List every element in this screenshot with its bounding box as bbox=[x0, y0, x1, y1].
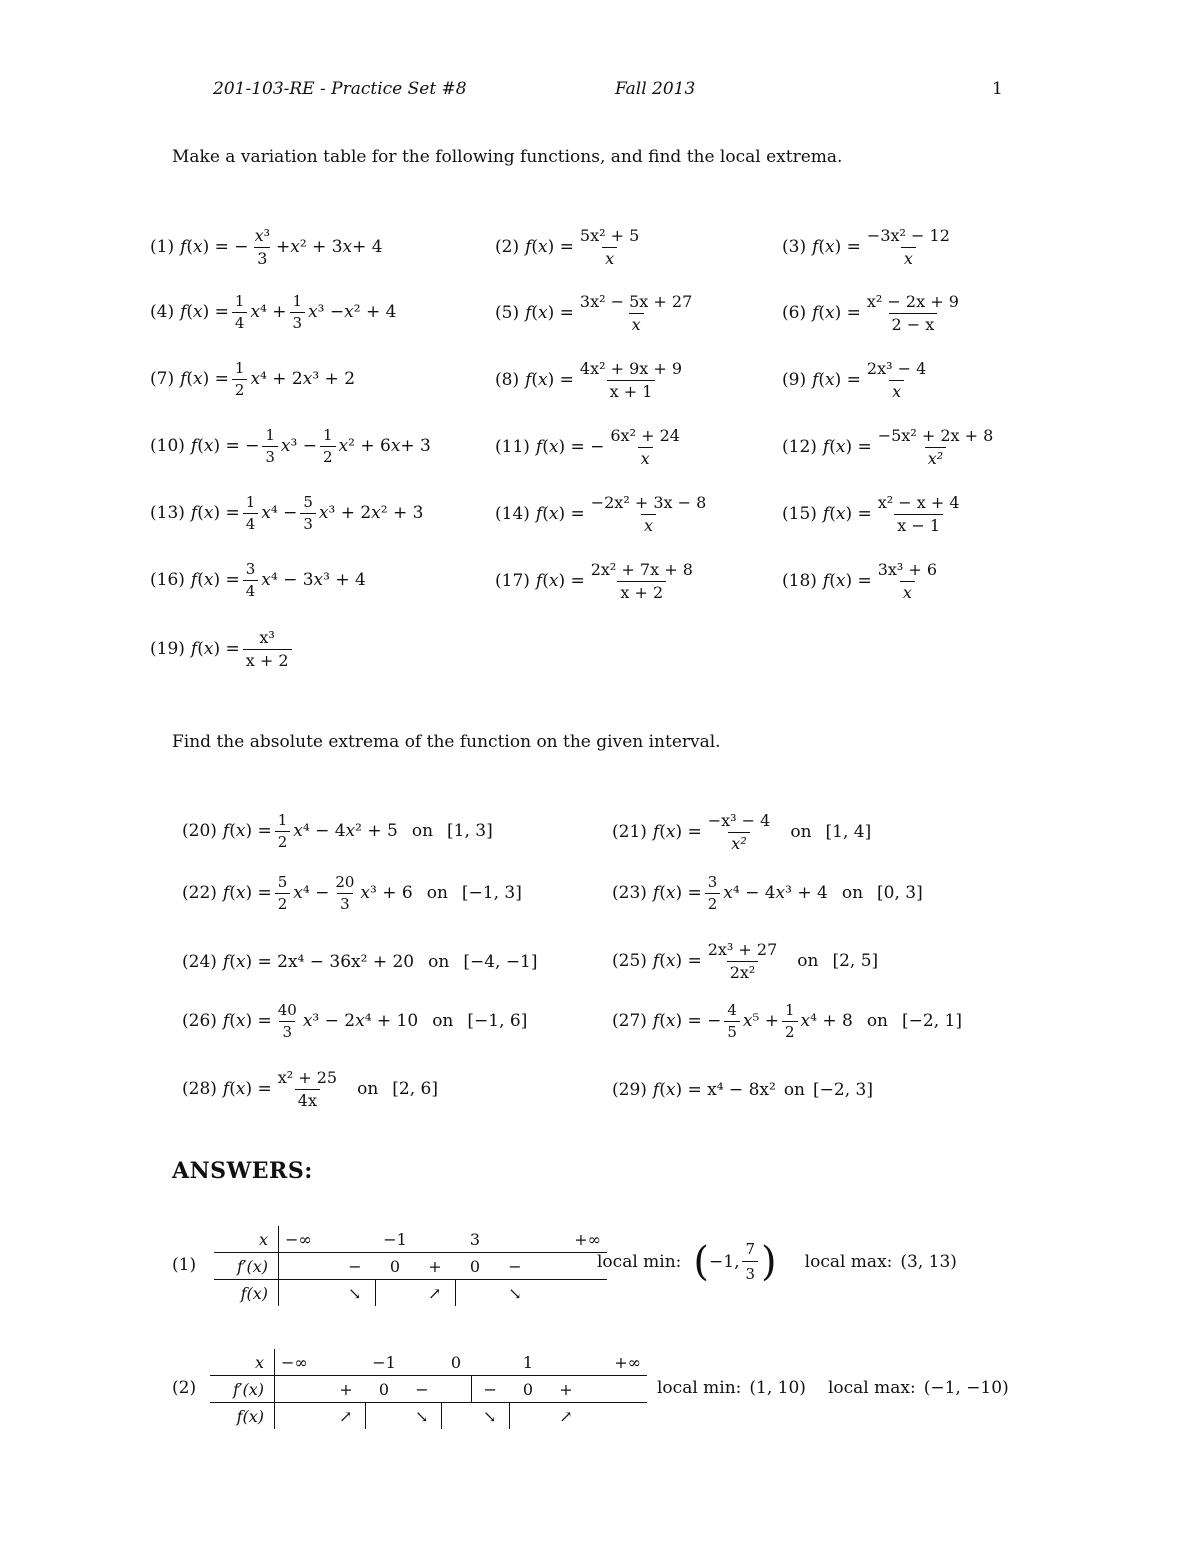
problem-label: (8) bbox=[495, 370, 520, 390]
local-min-label: local min: bbox=[597, 1251, 682, 1272]
problem-label: (20) bbox=[182, 821, 217, 841]
sign: 0 bbox=[365, 1376, 403, 1403]
problem-label: (10) bbox=[150, 436, 185, 456]
numerator: 2x² + 7x + 8 bbox=[590, 560, 693, 579]
problem-27: (27) f ( x ) = − $\frac{4}{5}$ x ⁵ + $\frac{1}{2}$ x ⁴ + 8 on [−2, 1] bbox=[612, 1001, 962, 1041]
interval: [−2, 1] bbox=[902, 1011, 962, 1031]
problem-9: (9) f ( x ) = $\frac{\text{2x³ − 4}}{x}$ bbox=[782, 361, 932, 400]
problem-10: (10) f ( x ) = − $\frac{1}{3}$ x ³ − $\frac{1}{2}$ x ² + 6 x + 3 bbox=[150, 426, 431, 466]
sign: − bbox=[495, 1253, 535, 1280]
problem-label: (25) bbox=[612, 951, 647, 971]
local-min-numerator: 7 bbox=[745, 1240, 756, 1258]
problem-label: (9) bbox=[782, 370, 807, 390]
row-label-x: x bbox=[210, 1349, 275, 1376]
x-value: +∞ bbox=[614, 1352, 641, 1372]
numerator: 5x² + 5 bbox=[579, 226, 640, 245]
row-label-x: x bbox=[214, 1226, 279, 1253]
problem-label: (11) bbox=[495, 437, 530, 457]
problem-25: (25) f ( x ) = $\frac{\text{2x³ + 27}}{\text{2x²}}$ on [2, 5] bbox=[612, 940, 879, 982]
x-value: 3 bbox=[469, 1229, 481, 1249]
denominator: 2x² bbox=[727, 961, 759, 981]
problem-label: (17) bbox=[495, 571, 530, 591]
local-max-value: (−1, −10) bbox=[923, 1378, 1009, 1398]
problem-label: (5) bbox=[495, 303, 520, 323]
arrow-increasing: ↗ bbox=[415, 1280, 455, 1307]
arrow-decreasing: ↘ bbox=[471, 1403, 509, 1430]
numerator: −5x² + 2x + 8 bbox=[877, 426, 994, 445]
arrow-decreasing: ↘ bbox=[403, 1403, 441, 1430]
problem-26: (26) f ( x ) = $\frac{40}{3}$ x ³ − 2 x ⁴ + 10 on [−1, 6] bbox=[182, 1001, 528, 1041]
numerator: 2x³ − 4 bbox=[866, 359, 927, 378]
on-text: on bbox=[841, 883, 864, 903]
problem-29: (29) f ( x ) = x⁴ − 8x² on [−2, 3] bbox=[612, 1080, 873, 1100]
denominator: x bbox=[889, 380, 904, 400]
on-text: on bbox=[866, 1011, 888, 1031]
local-max-label: local max: bbox=[804, 1251, 893, 1272]
problem-5: (5) f ( x ) = $\frac{\text{3x² − 5x + 27}}{x}$ bbox=[495, 294, 698, 333]
answers-heading: ANSWERS: bbox=[172, 1158, 313, 1184]
variation-table-1 bbox=[214, 1226, 607, 1306]
problem-label: (7) bbox=[150, 369, 175, 389]
x-value: −1 bbox=[383, 1229, 407, 1249]
x-value: 1 bbox=[522, 1352, 534, 1372]
row-label-fprime: f′(x) bbox=[214, 1253, 279, 1280]
sign: − bbox=[335, 1253, 375, 1280]
problem-22: (22) f ( x ) = $\frac{5}{2}$ x ⁴ − $\frac{20}{3}$ x ³ + 6 on [−1, 3] bbox=[182, 873, 522, 913]
instruction-absolute-extrema: Find the absolute extrema of the function on the given interval. bbox=[172, 732, 721, 752]
problem-label: (16) bbox=[150, 570, 185, 590]
problem-label: (3) bbox=[782, 237, 807, 257]
problem-6: (6) f ( x ) = $\frac{\text{x² − 2x + 9}}{2 - x}$ bbox=[782, 294, 965, 333]
denominator: x + 2 bbox=[617, 581, 666, 601]
interval: [0, 3] bbox=[877, 883, 923, 903]
arrow-decreasing: ↘ bbox=[335, 1280, 375, 1307]
on-text: on bbox=[426, 883, 448, 903]
denominator: x bbox=[602, 247, 617, 267]
x-value: −∞ bbox=[281, 1352, 308, 1372]
sign: + bbox=[547, 1376, 585, 1403]
numerator: 3x³ + 6 bbox=[877, 560, 938, 579]
answer-2-extrema bbox=[657, 1378, 1009, 1398]
row-label-fprime: f′(x) bbox=[210, 1376, 275, 1403]
problem-label: (24) bbox=[182, 952, 217, 972]
x-value: 0 bbox=[450, 1352, 462, 1372]
problem-label: (6) bbox=[782, 303, 807, 323]
problem-28: (28) f ( x ) = $\frac{\text{x² + 25}}{4x}$ on [2, 6] bbox=[182, 1068, 438, 1110]
interval: [2, 6] bbox=[392, 1079, 438, 1099]
problem-label: (2) bbox=[495, 237, 520, 257]
instruction-variation-table: Make a variation table for the following functions, and find the local extrema. bbox=[172, 147, 843, 167]
numerator: x² + 25 bbox=[277, 1068, 338, 1087]
interval: [−2, 3] bbox=[813, 1080, 873, 1100]
numerator: 2x³ + 27 bbox=[707, 940, 778, 959]
problem-20: (20) f ( x ) = $\frac{1}{2}$ x ⁴ − 4 x ² + 5 on [1, 3] bbox=[182, 811, 493, 851]
problem-21: (21) f ( x ) = $\frac{\text{−x³ − 4}}{\text{x²}}$ on [1, 4] bbox=[612, 811, 872, 853]
sign: 0 bbox=[509, 1376, 547, 1403]
arrow-increasing: ↗ bbox=[559, 1406, 573, 1426]
denominator: x² bbox=[925, 447, 946, 467]
denominator: 4x bbox=[295, 1089, 320, 1109]
on-text: on bbox=[797, 951, 819, 971]
problem-label: (27) bbox=[612, 1011, 647, 1031]
problem-12: (12) f ( x ) = $\frac{\text{−5x² + 2x + 8}}{\text{x²}}$ bbox=[782, 428, 999, 467]
expression: 2x⁴ − 36x² + 20 bbox=[277, 952, 415, 972]
interval: [−4, −1] bbox=[463, 952, 538, 972]
denominator: x bbox=[901, 247, 916, 267]
numerator: −3x² − 12 bbox=[866, 226, 950, 245]
denominator: x + 1 bbox=[607, 380, 656, 400]
problem-label: (29) bbox=[612, 1080, 647, 1100]
problem-label: (1) bbox=[150, 237, 175, 257]
problem-label: (14) bbox=[495, 504, 530, 524]
row-label-f: f(x) bbox=[214, 1280, 279, 1307]
sign: − bbox=[403, 1376, 441, 1403]
on-text: on bbox=[783, 1080, 805, 1100]
denominator: x² bbox=[728, 832, 749, 852]
problem-label: (22) bbox=[182, 883, 217, 903]
denominator: x bbox=[638, 447, 653, 467]
problem-3: (3) f ( x ) = $\frac{\text{−3x² − 12}}{x}$ bbox=[782, 228, 956, 267]
numerator: 3x² − 5x + 27 bbox=[579, 292, 693, 311]
problem-label: (28) bbox=[182, 1079, 217, 1099]
problem-label: (18) bbox=[782, 571, 817, 591]
local-min-value: (1, 10) bbox=[749, 1378, 806, 1398]
answer-2-label: (2) bbox=[172, 1378, 197, 1398]
interval: [−1, 6] bbox=[467, 1011, 528, 1031]
on-text: on bbox=[432, 1011, 454, 1031]
problem-23: (23) f ( x ) = $\frac{3}{2}$ x ⁴ − 4 x ³ + 4 on [0, 3] bbox=[612, 873, 923, 913]
local-min-x: −1, bbox=[709, 1251, 740, 1272]
on-text: on bbox=[428, 952, 450, 972]
denominator: 2 − x bbox=[889, 313, 938, 333]
denominator: x bbox=[900, 581, 915, 601]
problem-label: (12) bbox=[782, 437, 817, 457]
problem-15: (15) f ( x ) = $\frac{\text{x² − x + 4}}{x - 1}$ bbox=[782, 495, 966, 534]
interval: [2, 5] bbox=[832, 951, 879, 971]
interval: [1, 4] bbox=[825, 822, 872, 842]
numerator: −x³ − 4 bbox=[707, 811, 771, 830]
sign: − bbox=[471, 1376, 509, 1403]
problem-2: (2) f ( x ) = $\frac{\text{5x² + 5}}{x}$ bbox=[495, 228, 645, 267]
problem-17: (17) f ( x ) = $\frac{\text{2x² + 7x + 8}}{x + 2}$ bbox=[495, 562, 699, 601]
problem-1: (1) f ( x ) = − $\frac{\text{x³}}{3}$ + x ² + 3 x + 4 bbox=[150, 226, 383, 268]
problem-7: (7) f ( x ) = $\frac{1}{2}$ x ⁴ + 2 x ³ + 2 bbox=[150, 359, 356, 399]
problem-label: (13) bbox=[150, 503, 185, 523]
local-max-label: local max: bbox=[827, 1378, 916, 1398]
answer-1-extrema: local min: ( −1, $\frac{7}{3}$ ) local max: (3, 13) bbox=[597, 1238, 957, 1285]
x-value: +∞ bbox=[574, 1229, 601, 1249]
numerator: −2x² + 3x − 8 bbox=[590, 493, 707, 512]
denominator: x bbox=[629, 313, 644, 333]
problem-14: (14) f ( x ) = $\frac{\text{−2x² + 3x − 8}}{x}$ bbox=[495, 495, 712, 534]
x-value: −∞ bbox=[285, 1229, 312, 1249]
numerator: x³ bbox=[259, 628, 275, 647]
arrow-increasing: ↗ bbox=[327, 1403, 365, 1430]
variation-table-2 bbox=[210, 1349, 647, 1429]
course-title: 201-103-RE - Practice Set #8 bbox=[213, 79, 467, 99]
numerator: 6x² + 24 bbox=[610, 426, 680, 445]
problem-18: (18) f ( x ) = $\frac{\text{3x³ + 6}}{x}$ bbox=[782, 562, 943, 601]
denominator: x − 1 bbox=[894, 514, 943, 534]
sign: 0 bbox=[375, 1253, 415, 1280]
numerator: 4x² + 9x + 9 bbox=[579, 359, 683, 378]
denominator: x + 2 bbox=[243, 649, 292, 669]
local-min-denominator: 3 bbox=[742, 1261, 758, 1283]
sign: + bbox=[415, 1253, 455, 1280]
problem-label: (15) bbox=[782, 504, 817, 524]
local-min-label: local min: bbox=[657, 1378, 742, 1398]
answer-1-label: (1) bbox=[172, 1255, 197, 1275]
problem-11: (11) f ( x ) = − $\frac{\text{6x² + 24}}{x}$ bbox=[495, 428, 686, 467]
sign: 0 bbox=[455, 1253, 495, 1280]
numerator: x² − x + 4 bbox=[877, 493, 960, 512]
problem-label: (19) bbox=[150, 639, 185, 659]
interval: [−1, 3] bbox=[461, 883, 522, 903]
problem-label: (23) bbox=[612, 883, 647, 903]
local-max-value: (3, 13) bbox=[900, 1251, 957, 1272]
arrow-decreasing: ↘ bbox=[508, 1283, 522, 1303]
expression: x⁴ − 8x² bbox=[707, 1080, 776, 1100]
problem-24: (24) f ( x ) = 2x⁴ − 36x² + 20 on [−4, −1] bbox=[182, 952, 538, 972]
term-label: Fall 2013 bbox=[615, 79, 696, 99]
numerator: x² − 2x + 9 bbox=[866, 292, 959, 311]
page-number: 1 bbox=[992, 79, 1003, 99]
problem-label: (21) bbox=[612, 822, 647, 842]
problem-19: (19) f ( x ) = $\frac{\text{x³}}{x + 2}$ bbox=[150, 630, 295, 669]
row-label-f: f(x) bbox=[210, 1403, 275, 1430]
on-text: on bbox=[411, 821, 434, 841]
problem-label: (26) bbox=[182, 1011, 217, 1031]
sign: + bbox=[327, 1376, 365, 1403]
problem-label: (4) bbox=[150, 302, 175, 322]
interval: [1, 3] bbox=[447, 821, 493, 841]
problem-13: (13) f ( x ) = $\frac{1}{4}$ x ⁴ − $\frac{5}{3}$ x ³ + 2 x ² + 3 bbox=[150, 493, 424, 533]
denominator: x bbox=[641, 514, 656, 534]
on-text: on bbox=[357, 1079, 379, 1099]
problem-16: (16) f ( x ) = $\frac{3}{4}$ x ⁴ − 3 x ³ + 4 bbox=[150, 560, 366, 600]
on-text: on bbox=[790, 822, 812, 842]
problem-8: (8) f ( x ) = $\frac{\text{4x² + 9x + 9}}{x + 1}$ bbox=[495, 361, 688, 400]
x-value: −1 bbox=[372, 1352, 396, 1372]
problem-4: (4) f ( x ) = $\frac{1}{4}$ x ⁴ + $\frac{1}{3}$ x ³ − x ² + 4 bbox=[150, 292, 397, 332]
